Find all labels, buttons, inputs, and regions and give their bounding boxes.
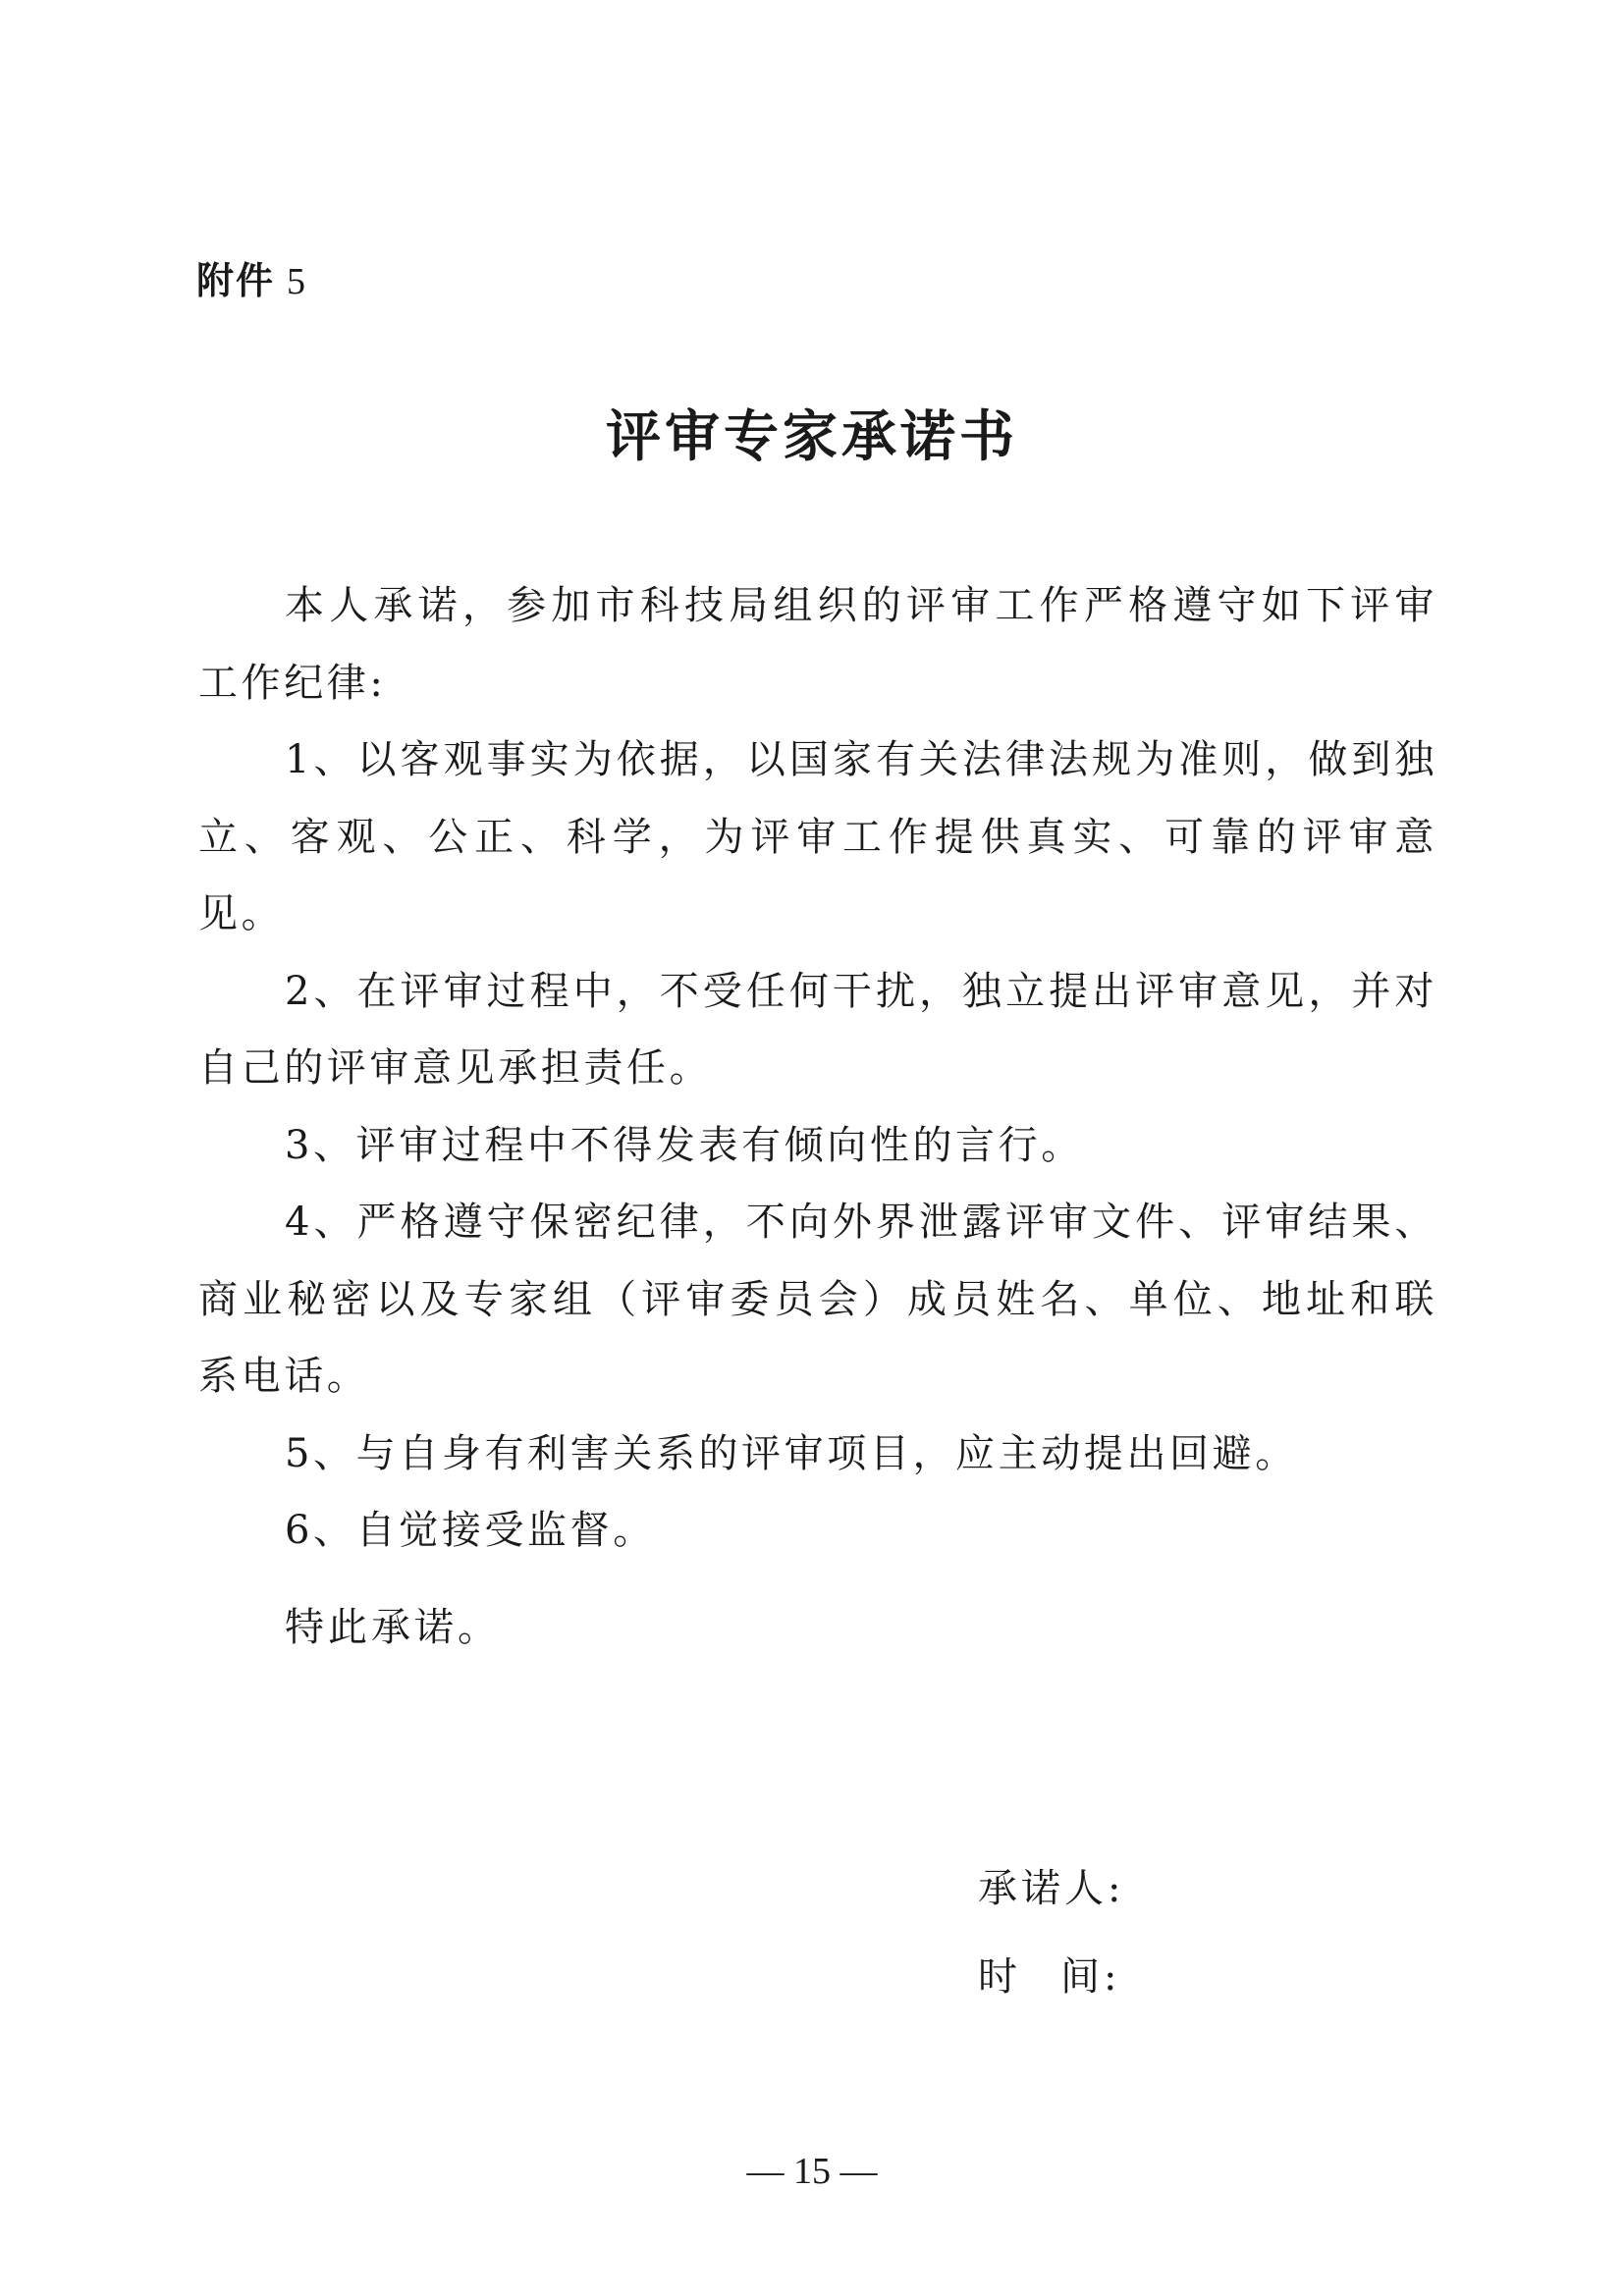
time-label-part-1: 时: [978, 1954, 1021, 2000]
closing-statement: 特此承诺。: [285, 1605, 501, 1650]
promisor-label: 承诺人:: [978, 1866, 1125, 1911]
item-5: 5、与自身有利害关系的评审项目，应主动提出回避。: [285, 1430, 1298, 1476]
item-3: 3、评审过程中不得发表有倾向性的言行。: [285, 1122, 1084, 1168]
document-title: 评审专家承诺书: [606, 404, 1018, 469]
attachment-number: 5: [287, 261, 308, 302]
item-1: 1、以客观事实为依据，以国家有关法律法规为准则，做到独立、客观、公正、科学，为评审工作提供真实、可靠的评审意见。: [198, 737, 1437, 936]
item-4: 4、严格遵守保密纪律，不向外界泄露评审文件、评审结果、商业秘密以及专家组（评审委员会）成员姓名、单位、地址和联系电话。: [198, 1200, 1437, 1399]
page-number: — 15 —: [746, 2151, 878, 2192]
intro-paragraph: 本人承诺，参加市科技局组织的评审工作严格遵守如下评审工作纪律:: [198, 583, 1437, 706]
time-label: [978, 1949, 1120, 2004]
attachment-label: [196, 257, 307, 305]
item-2: 2、在评审过程中，不受任何干扰，独立提出评审意见，并对自己的评审意见承担责任。: [198, 968, 1437, 1091]
time-label-part-2: 间:: [1060, 1954, 1121, 2000]
item-6: 6、自觉接受监督。: [285, 1508, 656, 1553]
document-body: [198, 567, 1437, 1570]
attachment-text: 附件: [196, 258, 276, 302]
